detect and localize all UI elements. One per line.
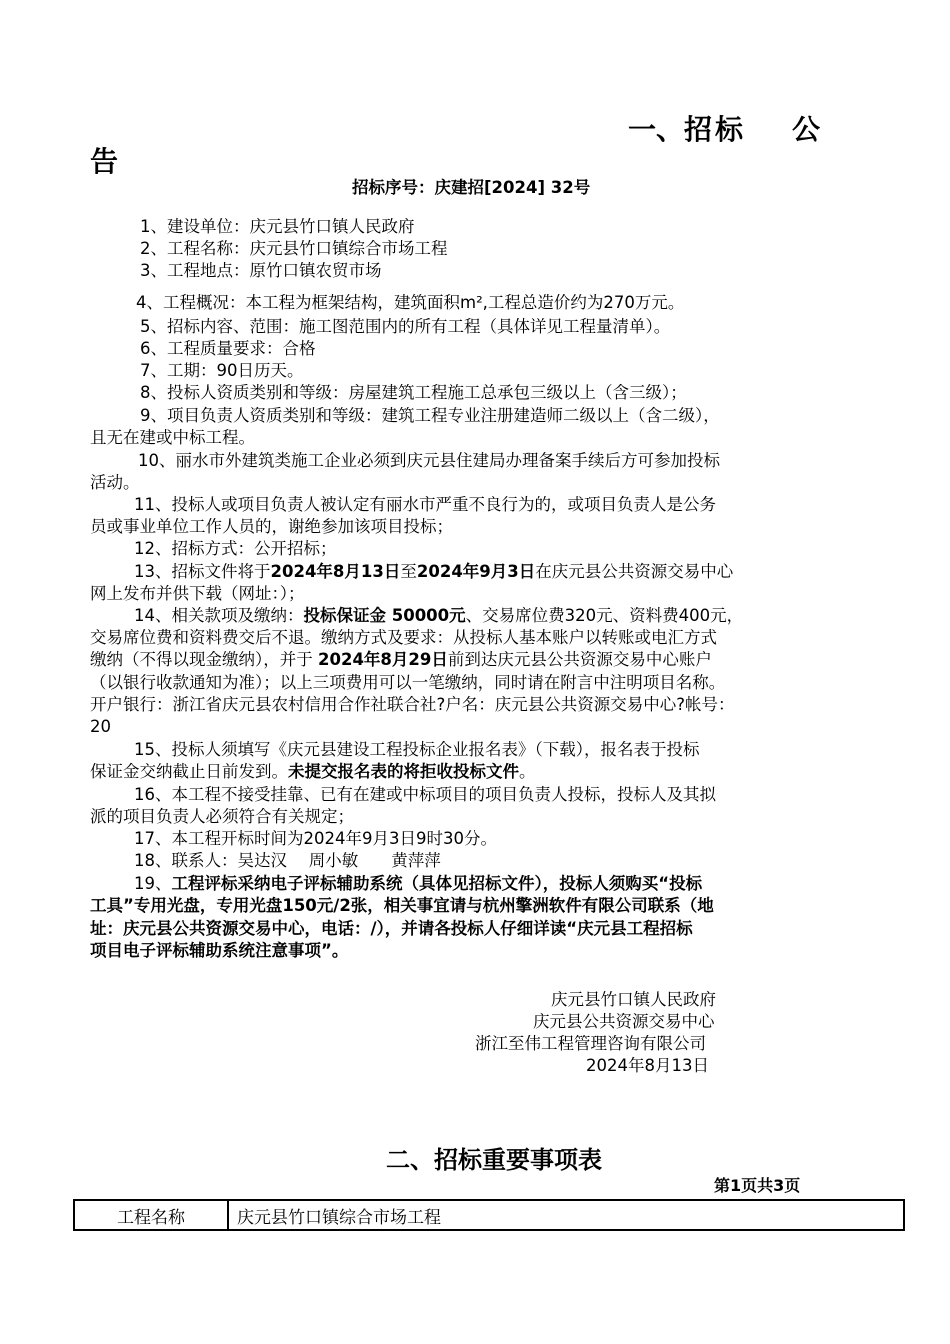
list-item: 12、招标方式：公开招标； <box>134 539 337 558</box>
list-item: 员或事业单位工作人员的，谢绝参加该项目投标； <box>90 517 453 536</box>
list-item <box>90 649 830 671</box>
list-item: 7、工期：90日历天。 <box>140 361 304 380</box>
heading-part: 告 <box>90 145 119 178</box>
list-item: 9、项目负责人资质类别和等级：建筑工程专业注册建造师二级以上（含二级）， <box>140 406 720 425</box>
table-label: 工程名称 <box>74 1200 228 1230</box>
list-item: 址：庆元县公共资源交易中心，电话：/），并请各投标人仔细详读“庆元县工程招标 <box>90 919 693 938</box>
heading-part: 一、招 <box>628 113 713 146</box>
page-indicator: 第1页共3页 <box>714 1176 801 1195</box>
bold-text: 未提交报名表的将拒收投标文件 <box>288 762 519 781</box>
section-title: 二、招标重要事项表 <box>386 1146 602 1174</box>
list-item: 16、本工程不接受挂靠、已有在建或中标项目的项目负责人投标，投标人及其拟 <box>134 785 716 804</box>
list-item: 11、投标人或项目负责人被认定有丽水市严重不良行为的，或项目负责人是公务 <box>134 495 716 514</box>
list-item: 18、联系人：吴达汉 周小敏 黄萍萍 <box>134 851 441 870</box>
list-item: 6、工程质量要求：合格 <box>140 339 316 358</box>
list-item: 8、投标人资质类别和等级：房屋建筑工程施工总承包三级以上（含三级）； <box>140 383 687 402</box>
text: 。 <box>519 762 536 781</box>
list-item: 15、投标人须填写《庆元县建设工程投标企业报名表》（下载），报名表于投标 <box>134 740 700 759</box>
heading-part: 公 <box>792 113 821 146</box>
text: 13、招标文件将于 <box>134 562 271 581</box>
list-item: 网上发布并供下载（网址：）； <box>90 584 305 603</box>
text: 19、 <box>134 874 172 893</box>
serial-number: 招标序号：庆建招[2024] 32号 <box>352 178 591 197</box>
list-item: （以银行收款通知为准）；以上三项费用可以一笔缴纳，同时请在附言中注明项目名称。 <box>90 673 726 692</box>
bold-text: 投标保证金 50000元 <box>303 606 466 625</box>
signature-line: 2024年8月13日 <box>586 1056 709 1075</box>
table-row <box>74 1200 904 1230</box>
list-item <box>134 605 874 627</box>
text: 、交易席位费320元、资料费400元， <box>465 606 744 625</box>
text: 在庆元县公共资源交易中心 <box>535 562 734 581</box>
list-item: 开户银行：浙江省庆元县农村信用合作社联合社?户名：庆元县公共资源交易中心?帐号： <box>90 695 735 714</box>
list-item: 17、本工程开标时间为2024年9月3日9时30分。 <box>134 829 497 848</box>
date-highlight: 2024年8月13日 <box>270 562 401 581</box>
list-item <box>134 873 874 895</box>
list-item: 交易席位费和资料费交后不退。缴纳方式及要求：从投标人基本账户以转账或电汇方式 <box>90 628 717 647</box>
list-item: 10、丽水市外建筑类施工企业必须到庆元县住建局办理备案手续后方可参加投标 <box>138 451 720 470</box>
list-item <box>90 761 830 783</box>
list-item: 1、建设单位：庆元县竹口镇人民政府 <box>140 217 415 236</box>
signature-line: 庆元县公共资源交易中心 <box>533 1012 715 1031</box>
list-item: 2、工程名称：庆元县竹口镇综合市场工程 <box>140 239 448 258</box>
list-item: 工具”专用光盘，专用光盘150元/2张，相关事宜请与杭州擎洲软件有限公司联系（地 <box>90 896 714 915</box>
heading-part: 标 <box>715 113 744 146</box>
list-item: 且无在建或中标工程。 <box>90 428 255 447</box>
list-item: 3、工程地点：原竹口镇农贸市场 <box>140 261 382 280</box>
list-item: 活动。 <box>90 473 140 492</box>
signature-line: 浙江至伟工程管理咨询有限公司 <box>475 1034 706 1053</box>
text: 至 <box>400 562 417 581</box>
list-item: 项目电子评标辅助系统注意事项”。 <box>90 941 349 960</box>
list-item: 4、工程概况：本工程为框架结构，建筑面积m²,工程总造价约为270万元。 <box>136 293 685 312</box>
list-item: 5、招标内容、范围：施工图范围内的所有工程（具体详见工程量清单）。 <box>140 317 671 336</box>
text: 保证金交纳截止日前发到。 <box>90 762 288 781</box>
date-highlight: 2024年8月29日 <box>318 650 448 669</box>
info-table <box>73 1199 905 1231</box>
text: 缴纳（不得以现金缴纳），并于 <box>90 650 318 669</box>
list-item: 20 <box>90 717 111 736</box>
signature-line: 庆元县竹口镇人民政府 <box>551 990 716 1009</box>
bold-text: 工程评标采纳电子评标辅助系统（具体见招标文件），投标人须购买“投标 <box>171 874 703 893</box>
text: 前到达庆元县公共资源交易中心账户 <box>447 650 712 669</box>
list-item <box>134 561 874 583</box>
table-value: 庆元县竹口镇综合市场工程 <box>228 1200 904 1230</box>
date-highlight: 2024年9月3日 <box>416 562 536 581</box>
list-item: 派的项目负责人必须符合有关规定； <box>90 807 354 826</box>
text: 14、相关款项及缴纳： <box>134 606 304 625</box>
